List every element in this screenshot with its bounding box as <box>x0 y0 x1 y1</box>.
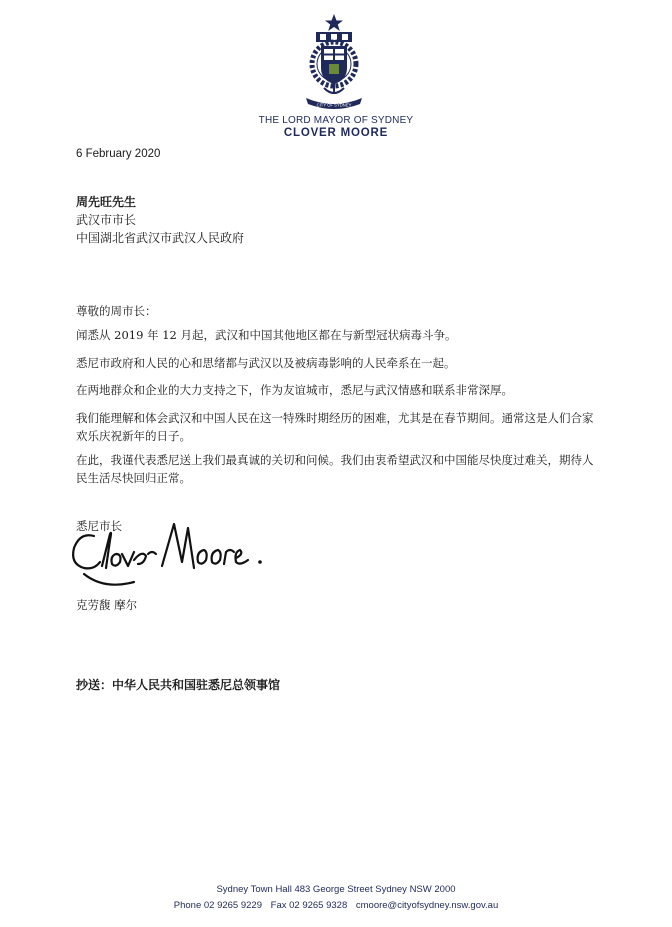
footer-contact <box>0 900 672 911</box>
city-of-sydney-crest-icon <box>288 12 380 114</box>
recipient-organization: 中国湖北省武汉市武汉人民政府 <box>76 231 245 245</box>
letter-date: 6 February 2020 <box>76 148 161 160</box>
footer-email[interactable]: cmoore@cityofsydney.nsw.gov.au <box>355 900 499 911</box>
footer-phone: Phone 02 9265 9229 <box>173 900 262 911</box>
footer-fax: Fax 02 9265 9328 <box>270 900 348 911</box>
paragraph-5: 在此，我谨代表悉尼送上我们最真诚的关切和问候。我们由衷希望武汉和中国能尽快度过难关，期待人民生活尽快回归正常。 <box>76 453 594 485</box>
recipient-name: 周先旺先生 <box>76 195 137 209</box>
footer-address: Sydney Town Hall 483 George Street Sydney NSW 2000 <box>216 884 456 895</box>
office-title: THE LORD MAYOR OF SYDNEY <box>258 115 414 126</box>
salutation: 尊敬的周市长： <box>76 304 157 318</box>
handwritten-signature <box>64 510 274 592</box>
paragraph-3: 在两地群众和企业的大力支持之下，作为友谊城市，悉尼与武汉情感和联系非常深厚。 <box>76 383 513 397</box>
recipient-title: 武汉市市长 <box>76 213 137 227</box>
cc-line: 抄送：中华人民共和国驻悉尼总领事馆 <box>76 678 281 692</box>
paragraph-2: 悉尼市政府和人民的心和思绪都与武汉以及被病毒影响的人民牵系在一起。 <box>76 356 456 370</box>
crest-banner-text: CITY OF SYDNEY <box>316 102 352 108</box>
recipient-block <box>76 193 244 247</box>
closing-title: 悉尼市长 <box>76 519 122 533</box>
signatory-name: 克劳馥 摩尔 <box>76 598 138 612</box>
paragraph-4: 我们能理解和体会武汉和中国人民在这一特殊时期经历的困难，尤其是在春节期间。通常这是人们合家欢乐庆祝新年的日子。 <box>76 411 594 443</box>
paragraph-1: 闻悉从 2019 年 12 月起，武汉和中国其他地区都在与新型冠状病毒斗争。 <box>76 328 457 342</box>
mayor-name: CLOVER MOORE <box>283 127 389 139</box>
